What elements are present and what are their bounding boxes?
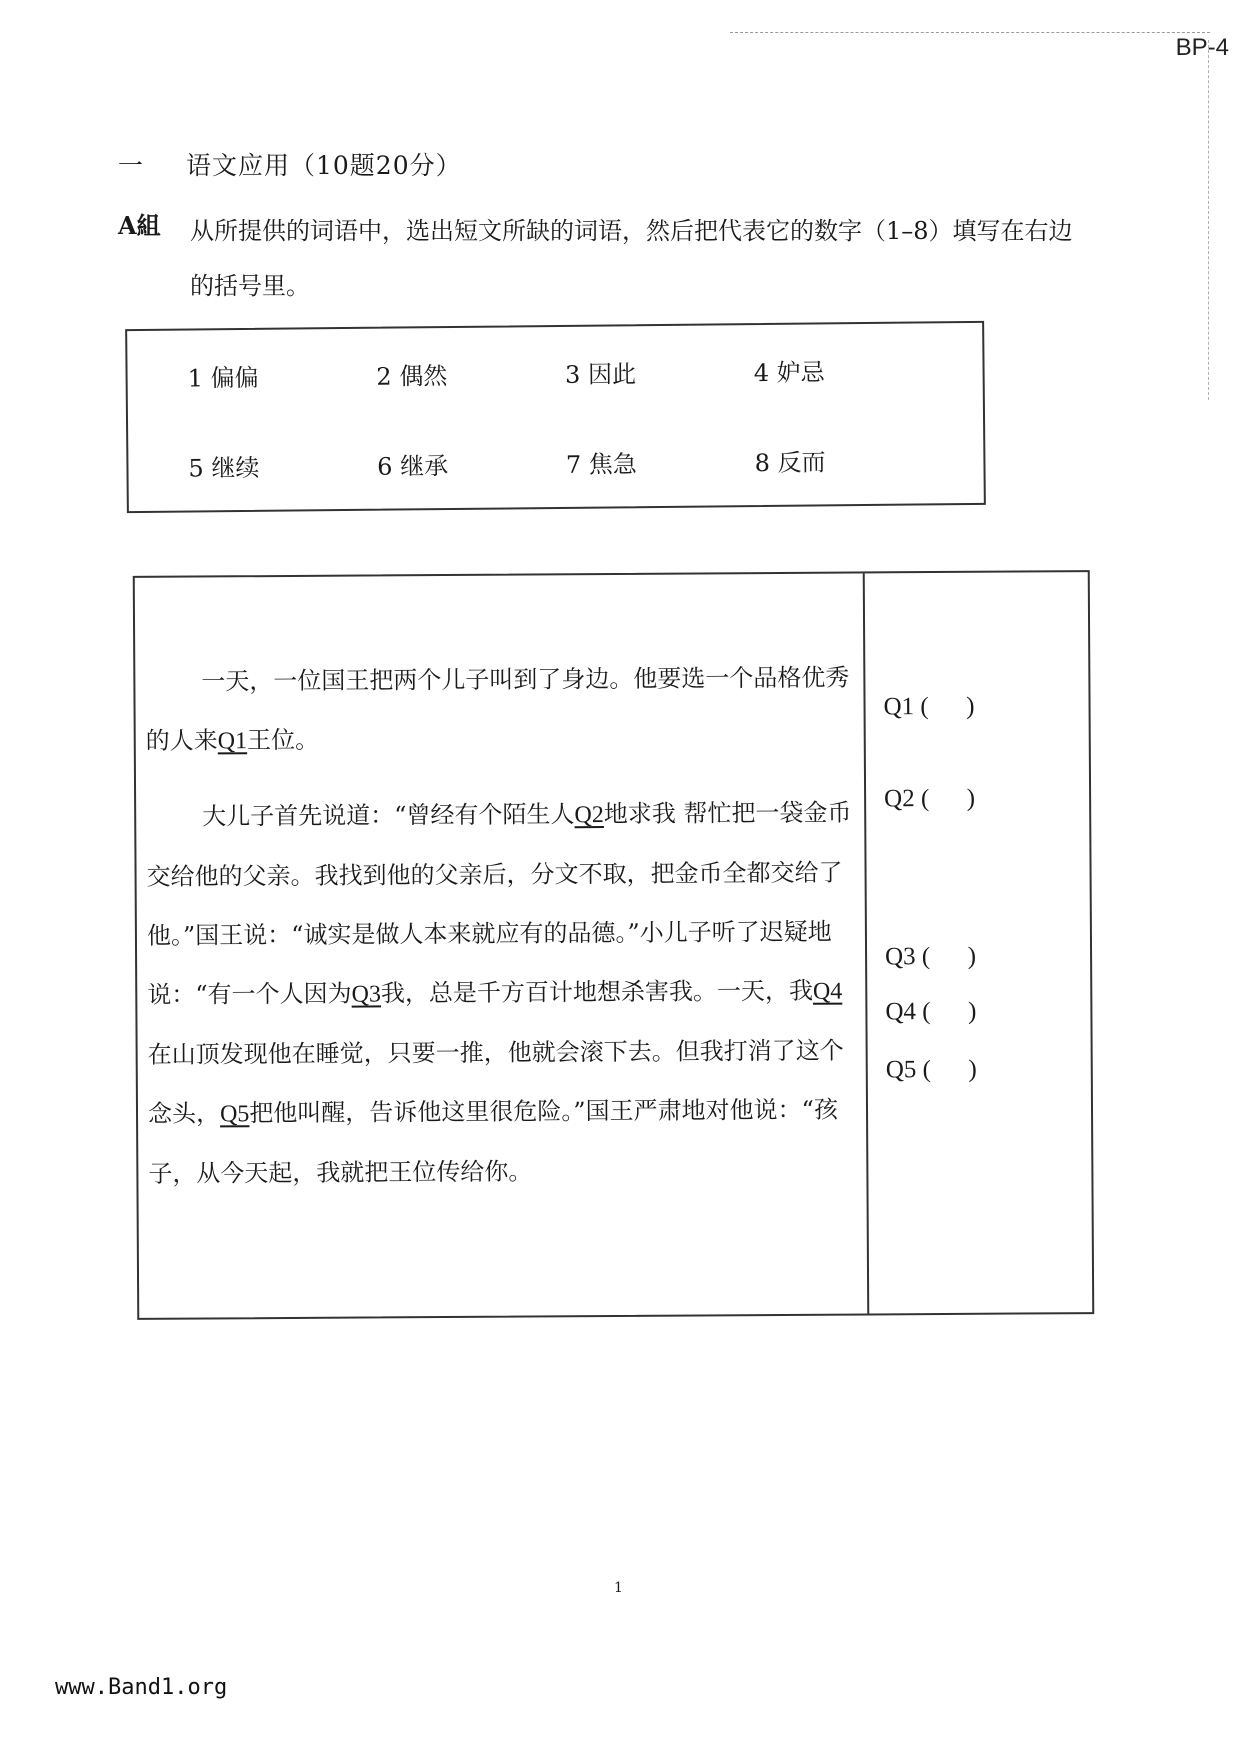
passage-text-run: 地求我 帮忙把一袋金币交给他的父亲。我找到他的父亲后，分文不取，把金币全都交给了他。”国王说：“诚实是做人本来就应有的品德。”小儿子听了迟疑地说：“有一个人因为 [146, 798, 852, 1009]
blank-q3: Q3 [351, 981, 382, 1008]
group-instruction: 从所提供的词语中，选出短文所缺的词语，然后把代表它的数字（1–8）填写在右边的括号里。 [190, 217, 1073, 300]
word-options-box [125, 321, 986, 513]
answer-slot-q3[interactable]: Q3 ( ) [884, 942, 977, 971]
word-option: 6 继承 [377, 451, 449, 481]
word-option: 2 偶然 [376, 361, 448, 391]
section-title: 语文应用（10题20分） [186, 151, 462, 180]
passage-box [133, 570, 1095, 1320]
passage-text-run: 王位。 [247, 725, 320, 755]
passage-text-run: 我，总是千方百计地想杀害我。一天，我 [380, 976, 813, 1008]
word-option: 4 妒忌 [753, 357, 825, 387]
word-option: 3 因此 [564, 359, 637, 389]
page-number: 1 [614, 1580, 623, 1596]
blank-q5: Q5 [219, 1101, 250, 1128]
page-code: BP-4 [1175, 34, 1229, 61]
answer-slot-q4[interactable]: Q4 ( ) [885, 997, 977, 1026]
passage-text-run: 一天，一位国王把两个儿子叫到了身边。他要选一个品格优秀的人来 [145, 663, 850, 755]
blank-q2: Q2 [574, 802, 604, 829]
passage-paragraph-2 [146, 784, 861, 1204]
answer-slot-q2[interactable]: Q2 ( ) [884, 784, 976, 813]
word-options-grid [127, 323, 984, 511]
passage-text-run: 大儿子首先说道：“曾经有个陌生人 [202, 800, 575, 831]
passage-text-run: 在山顶发现他在睡觉，只要一推，他就会滚下去。但我打消了这个念头， [147, 1036, 844, 1128]
passage-text [145, 649, 860, 1204]
blank-q1: Q1 [217, 728, 248, 755]
passage-text-run: 把他叫醒，告诉他这里很危险。”国王严肃地对他说：“孩子，从今天起，我就把王位传给你。 [148, 1095, 838, 1188]
answer-slot-q1[interactable]: Q1 ( ) [883, 692, 975, 721]
passage-paragraph-1 [145, 649, 858, 772]
word-option: 7 焦急 [565, 449, 637, 479]
word-option: 5 继续 [188, 453, 260, 483]
group-label: A組 [118, 211, 161, 240]
scan-edge-rule [1208, 40, 1209, 400]
scan-top-rule [730, 32, 1210, 33]
answer-slot-q5[interactable]: Q5 ( ) [885, 1055, 977, 1084]
footer-url[interactable]: www.Band1.org [55, 1675, 228, 1700]
section-heading [118, 146, 462, 182]
word-option: 1 偏偏 [187, 363, 259, 393]
section-number: 一 [118, 151, 145, 180]
blank-q4: Q4 [812, 978, 843, 1005]
word-option: 8 反而 [754, 447, 826, 477]
answer-column-divider [863, 573, 870, 1313]
